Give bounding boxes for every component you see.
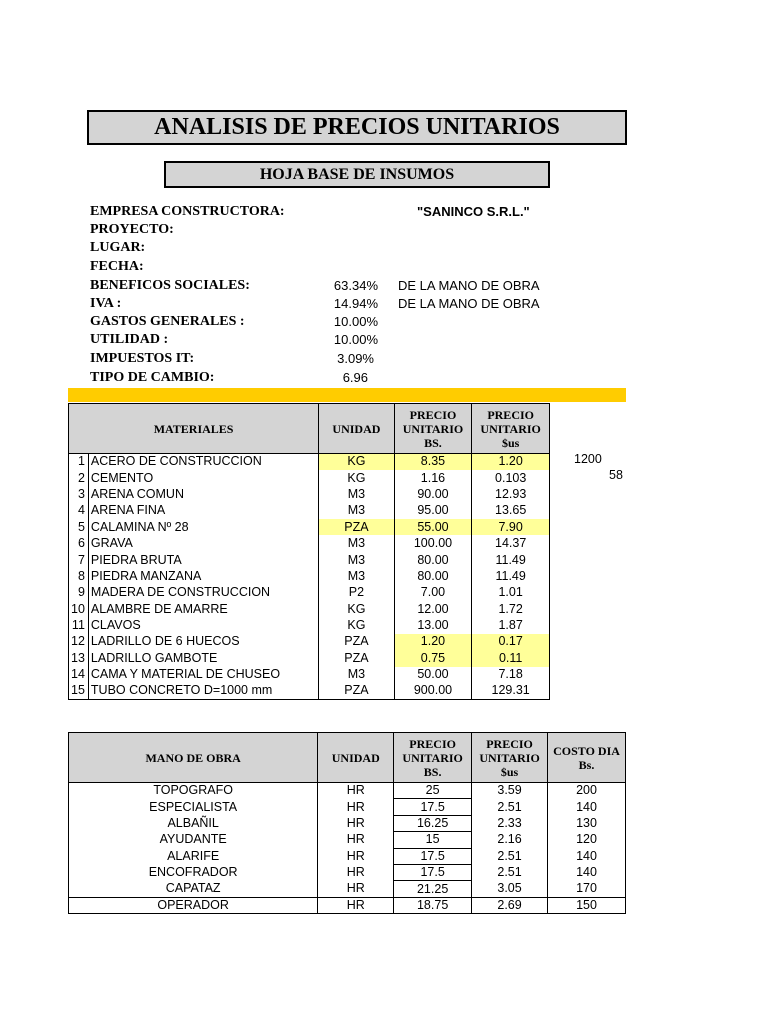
empresa-value: "SANINCO S.R.L." (417, 204, 530, 219)
material-price-us: 7.18 (472, 667, 550, 683)
material-number: 8 (69, 568, 89, 584)
labor-price-us: 2.16 (472, 832, 548, 848)
labor-price-bs: 21.25 (394, 881, 472, 897)
material-name: ARENA COMUN (88, 486, 318, 502)
labor-name: OPERADOR (69, 897, 318, 913)
page-title: ANALISIS DE PRECIOS UNITARIOS (87, 110, 627, 145)
labor-name: ALARIFE (69, 848, 318, 864)
material-unit: KG (319, 454, 394, 470)
labor-unit: HR (318, 881, 394, 897)
material-unit: KG (319, 617, 394, 633)
material-price-us: 129.31 (472, 683, 550, 699)
beneficios-label: BENEFICOS SOCIALES: (90, 278, 250, 293)
labor-row (69, 815, 626, 831)
material-number: 13 (69, 650, 89, 666)
labor-price-us: 3.05 (472, 881, 548, 897)
impuestos-label: IMPUESTOS IT: (90, 351, 195, 366)
material-row (69, 470, 550, 486)
material-name: ALAMBRE DE AMARRE (88, 601, 318, 617)
labor-cost-day: 120 (548, 832, 626, 848)
cambio-label: TIPO DE CAMBIO: (90, 370, 215, 385)
labor-cost-day: 170 (548, 881, 626, 897)
materials-header: MATERIALES (69, 404, 319, 454)
material-price-us: 0.17 (472, 634, 550, 650)
material-price-us: 1.72 (472, 601, 550, 617)
labor-price-us-line2: UNITARIO (479, 750, 540, 765)
material-price-us: 1.87 (472, 617, 550, 633)
material-price-bs: 900.00 (394, 683, 472, 699)
labor-price-us: 2.51 (472, 848, 548, 864)
material-name: CAMA Y MATERIAL DE CHUSEO (88, 667, 318, 683)
labor-cost-day: 150 (548, 897, 626, 913)
labor-name: ESPECIALISTA (69, 799, 318, 815)
labor-price-us: 3.59 (472, 783, 548, 799)
labor-row (69, 897, 626, 913)
price-us-header (472, 404, 550, 454)
iva-note: DE LA MANO DE OBRA (398, 296, 540, 311)
material-price-us: 1.01 (472, 585, 550, 601)
material-price-us: 7.90 (472, 519, 550, 535)
price-bs-header (394, 404, 472, 454)
material-number: 4 (69, 503, 89, 519)
material-unit: PZA (319, 634, 394, 650)
material-number: 7 (69, 552, 89, 568)
labor-price-bs: 15 (394, 832, 472, 848)
material-name: PIEDRA MANZANA (88, 568, 318, 584)
labor-price-bs: 17.5 (394, 848, 472, 864)
labor-price-bs-line3: BS. (423, 764, 442, 779)
material-unit: PZA (319, 650, 394, 666)
material-name: ACERO DE CONSTRUCCION (88, 454, 318, 470)
unit-header: UNIDAD (319, 404, 394, 454)
material-unit: M3 (319, 667, 394, 683)
material-row (69, 503, 550, 519)
material-unit: M3 (319, 552, 394, 568)
material-price-bs: 95.00 (394, 503, 472, 519)
material-row (69, 568, 550, 584)
material-price-us: 1.20 (472, 454, 550, 470)
labor-header: MANO DE OBRA (69, 733, 318, 783)
material-row (69, 519, 550, 535)
labor-row (69, 881, 626, 897)
material-name: ARENA FINA (88, 503, 318, 519)
material-price-us: 13.65 (472, 503, 550, 519)
labor-price-bs: 25 (394, 783, 472, 799)
labor-unit: HR (318, 815, 394, 831)
material-price-bs: 55.00 (394, 519, 472, 535)
material-row (69, 585, 550, 601)
gastos-label: GASTOS GENERALES : (90, 314, 245, 329)
material-price-us: 12.93 (472, 486, 550, 502)
material-number: 5 (69, 519, 89, 535)
labor-price-us-line3: $us (500, 764, 519, 779)
labor-price-us-line1: PRECIO (486, 736, 533, 751)
material-unit: M3 (319, 535, 394, 551)
material-number: 12 (69, 634, 89, 650)
material-number: 3 (69, 486, 89, 502)
labor-price-bs-line1: PRECIO (409, 736, 456, 751)
labor-price-bs-header (394, 733, 472, 783)
material-price-bs: 50.00 (394, 667, 472, 683)
beneficios-value: 63.34% (333, 278, 378, 293)
utilidad-label: UTILIDAD : (90, 332, 169, 347)
labor-cost-day: 130 (548, 815, 626, 831)
labor-cost-day-header (548, 733, 626, 783)
material-row (69, 683, 550, 699)
material-price-bs: 7.00 (394, 585, 472, 601)
labor-price-us-header (472, 733, 548, 783)
material-price-bs: 12.00 (394, 601, 472, 617)
price-bs-header-line1: PRECIO (409, 407, 457, 422)
material-row (69, 486, 550, 502)
material-name: CALAMINA Nº 28 (88, 519, 318, 535)
labor-unit: HR (318, 897, 394, 913)
labor-name: ENCOFRADOR (69, 864, 318, 880)
utilidad-value: 10.00% (333, 332, 378, 347)
material-unit: M3 (319, 503, 394, 519)
price-bs-header-line3: BS. (424, 435, 442, 450)
material-row (69, 601, 550, 617)
price-us-header-line2: UNITARIO (480, 421, 541, 436)
material-row (69, 535, 550, 551)
material-number: 6 (69, 535, 89, 551)
labor-price-bs: 17.5 (394, 799, 472, 815)
material-name: CLAVOS (88, 617, 318, 633)
material-number: 15 (69, 683, 89, 699)
material-price-bs: 100.00 (394, 535, 472, 551)
gastos-value: 10.00% (333, 314, 378, 329)
labor-cost-day-line1: COSTO DIA (553, 743, 620, 758)
cambio-value: 6.96 (342, 370, 368, 385)
material-price-bs: 80.00 (394, 552, 472, 568)
impuestos-value: 3.09% (337, 351, 374, 366)
price-us-header-line3: $us (501, 435, 520, 450)
material-number: 2 (69, 470, 89, 486)
labor-unit-header: UNIDAD (318, 733, 394, 783)
material-name: TUBO CONCRETO D=1000 mm (88, 683, 318, 699)
material-row (69, 552, 550, 568)
material-unit: M3 (319, 486, 394, 502)
material-price-us: 0.11 (472, 650, 550, 666)
material-name: CEMENTO (88, 470, 318, 486)
price-bs-header-line2: UNITARIO (402, 421, 464, 436)
materials-table (68, 403, 550, 700)
labor-price-bs: 16.25 (394, 815, 472, 831)
material-number: 9 (69, 585, 89, 601)
labor-name: TOPOGRAFO (69, 783, 318, 799)
labor-cost-day: 200 (548, 783, 626, 799)
material-name: PIEDRA BRUTA (88, 552, 318, 568)
labor-price-bs: 17.5 (394, 864, 472, 880)
labor-price-us: 2.51 (472, 864, 548, 880)
material-price-bs: 90.00 (394, 486, 472, 502)
labor-unit: HR (318, 864, 394, 880)
material-name: MADERA DE CONSTRUCCION (88, 585, 318, 601)
material-name: GRAVA (88, 535, 318, 551)
iva-label: IVA : (90, 296, 122, 311)
material-row (69, 650, 550, 666)
material-price-bs: 80.00 (394, 568, 472, 584)
labor-cost-day: 140 (548, 864, 626, 880)
labor-unit: HR (318, 799, 394, 815)
labor-unit: HR (318, 832, 394, 848)
material-price-bs: 0.75 (394, 650, 472, 666)
material-price-bs: 8.35 (394, 454, 472, 470)
empresa-label: EMPRESA CONSTRUCTORA: (90, 204, 285, 219)
labor-price-us: 2.69 (472, 897, 548, 913)
material-unit: M3 (319, 568, 394, 584)
beneficios-note: DE LA MANO DE OBRA (398, 278, 540, 293)
side-value-1: 1200 (574, 452, 602, 466)
highlight-band (68, 388, 626, 402)
labor-name: ALBAÑIL (69, 815, 318, 831)
labor-price-us: 2.33 (472, 815, 548, 831)
labor-row (69, 864, 626, 880)
material-price-bs: 1.20 (394, 634, 472, 650)
iva-value: 14.94% (333, 296, 378, 311)
labor-price-bs-line2: UNITARIO (402, 750, 463, 765)
material-unit: KG (319, 601, 394, 617)
material-price-us: 0.103 (472, 470, 550, 486)
material-price-bs: 13.00 (394, 617, 472, 633)
material-unit: P2 (319, 585, 394, 601)
material-number: 14 (69, 667, 89, 683)
labor-row (69, 799, 626, 815)
labor-row (69, 848, 626, 864)
material-price-us: 11.49 (472, 552, 550, 568)
fecha-label: FECHA: (90, 259, 144, 274)
material-row (69, 617, 550, 633)
material-unit: PZA (319, 519, 394, 535)
material-number: 1 (69, 454, 89, 470)
labor-name: AYUDANTE (69, 832, 318, 848)
labor-unit: HR (318, 848, 394, 864)
material-row (69, 634, 550, 650)
material-price-bs: 1.16 (394, 470, 472, 486)
material-unit: PZA (319, 683, 394, 699)
material-price-us: 14.37 (472, 535, 550, 551)
labor-table (68, 732, 626, 914)
labor-cost-day: 140 (548, 799, 626, 815)
side-value-2: 58 (609, 468, 623, 482)
labor-price-bs: 18.75 (394, 897, 472, 913)
labor-unit: HR (318, 783, 394, 799)
material-row (69, 667, 550, 683)
material-name: LADRILLO DE 6 HUECOS (88, 634, 318, 650)
page-subtitle: HOJA BASE DE INSUMOS (164, 161, 550, 188)
labor-price-us: 2.51 (472, 799, 548, 815)
material-number: 10 (69, 601, 89, 617)
proyecto-label: PROYECTO: (90, 222, 174, 237)
material-unit: KG (319, 470, 394, 486)
lugar-label: LUGAR: (90, 240, 146, 255)
material-price-us: 11.49 (472, 568, 550, 584)
labor-cost-day-line2: Bs. (578, 757, 595, 772)
material-number: 11 (69, 617, 89, 633)
material-name: LADRILLO GAMBOTE (88, 650, 318, 666)
material-row (69, 454, 550, 470)
labor-row (69, 832, 626, 848)
labor-cost-day: 140 (548, 848, 626, 864)
labor-name: CAPATAZ (69, 881, 318, 897)
labor-row (69, 783, 626, 799)
price-us-header-line1: PRECIO (487, 407, 534, 422)
